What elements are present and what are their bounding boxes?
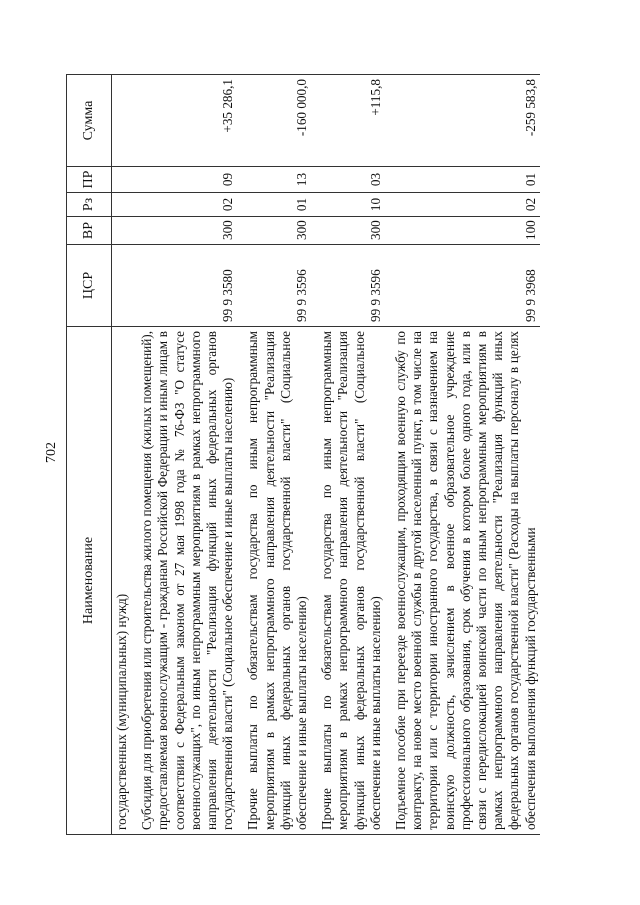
row-pr: 03 [311, 167, 385, 193]
row-csr: 99 9 3580 [131, 245, 237, 327]
table-row [311, 75, 385, 835]
page-number: 702 [44, 442, 59, 463]
row-sum: -160 000,0 [237, 75, 311, 167]
budget-table [66, 74, 540, 835]
table-row [237, 75, 311, 835]
row-vr [112, 217, 132, 245]
row-rz: 01 [237, 193, 311, 217]
table-body [112, 75, 540, 835]
table-row [112, 75, 132, 835]
row-vr: 100 [385, 217, 540, 245]
row-name: Подъемное пособие при переезде военнослужащим, проходящим военную службу по контракту, на новое место военной службы в другой населенный пункт, в том числе на территории или с территории иностранного государства, в связи с назначением на воинскую должность, зачислением в военное образовательное учреждение профессионального образования, срок обучения в котором более одного года, или в связи с передислокацией воинской части по иным непрограммным мероприятиям в рамках непрограммного направления деятельности "Реализация функций иных федеральных органов государственной власти" (Расходы на выплаты персоналу в целях обеспечения выполнения функций государственными [385, 327, 540, 835]
row-csr: 99 9 3968 [385, 245, 540, 327]
row-vr: 300 [237, 217, 311, 245]
table-row [131, 75, 237, 835]
row-sum [112, 75, 132, 167]
row-csr [112, 245, 132, 327]
row-vr: 300 [311, 217, 385, 245]
row-pr [112, 167, 132, 193]
header-pr: ПР [67, 167, 112, 193]
header-name: Наименование [67, 327, 112, 835]
header-vr: ВР [67, 217, 112, 245]
row-sum: -259 583,8 [385, 75, 540, 167]
row-name: государственных (муниципальных) нужд) [112, 327, 132, 835]
table-header-row [67, 75, 112, 835]
row-pr: 09 [131, 167, 237, 193]
row-csr: 99 9 3596 [237, 245, 311, 327]
row-rz: 02 [385, 193, 540, 217]
row-name: Прочие выплаты по обязательствам государства по иным непрограммным мероприятиям в рамках непрограммного направления деятельности "Реализация функций иных федеральных органов государственной власти" (Социальное обеспечение и иные выплаты населению) [311, 327, 385, 835]
header-csr: ЦСР [67, 245, 112, 327]
row-sum: +35 286,1 [131, 75, 237, 167]
row-sum: +115,8 [311, 75, 385, 167]
row-pr: 01 [385, 167, 540, 193]
row-rz: 10 [311, 193, 385, 217]
row-name: Субсидия для приобретения или строительства жилого помещения (жилых помещений), предоставляемая военнослужащим - гражданам Российской Федерации и иным лицам в соответствии с Федеральным законом от 27 мая 1998 года № 76-ФЗ "О статусе военнослужащих", по иным непрограммным мероприятиям в рамках непрограммного направления деятельности "Реализация функций иных федеральных органов государственной власти" (Социальное обеспечение и иные выплаты населению) [131, 327, 237, 835]
table-header [67, 75, 112, 835]
row-name: Прочие выплаты по обязательствам государства по иным непрограммным мероприятиям в рамках непрограммного направления деятельности "Реализация функций иных федеральных органов государственной власти" (Социальное обеспечение и иные выплаты населению) [237, 327, 311, 835]
header-sum: Сумма [67, 75, 112, 167]
header-rz: Рз [67, 193, 112, 217]
row-csr: 99 9 3596 [311, 245, 385, 327]
row-vr: 300 [131, 217, 237, 245]
table-row [385, 75, 540, 835]
row-rz: 02 [131, 193, 237, 217]
row-pr: 13 [237, 167, 311, 193]
row-rz [112, 193, 132, 217]
